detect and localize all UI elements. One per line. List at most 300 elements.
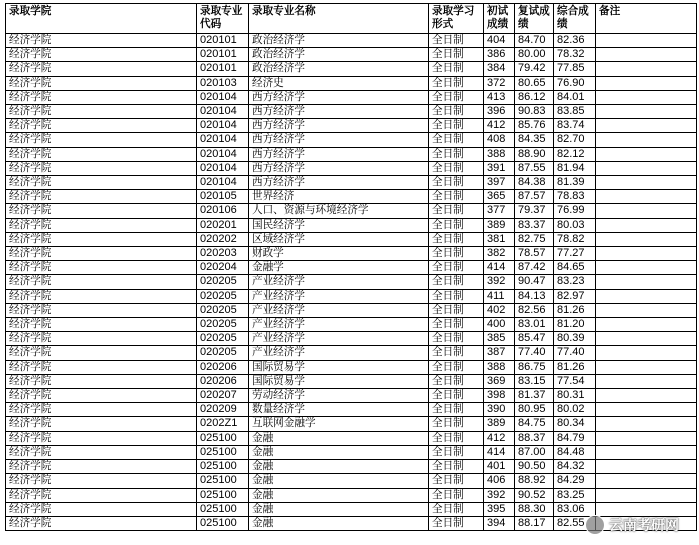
total-score-cell: 78.82 bbox=[554, 232, 596, 246]
retest-score-cell: 88.90 bbox=[515, 147, 554, 161]
major-name-cell: 金融学 bbox=[249, 261, 429, 275]
initial-score-cell: 402 bbox=[484, 303, 515, 317]
remarks-cell bbox=[596, 346, 697, 360]
college-cell: 经济学院 bbox=[6, 360, 197, 374]
retest-score-cell: 84.13 bbox=[515, 289, 554, 303]
table-row bbox=[6, 176, 697, 190]
study-mode-cell: 全日制 bbox=[429, 431, 484, 445]
total-score-cell: 81.94 bbox=[554, 161, 596, 175]
study-mode-cell: 全日制 bbox=[429, 474, 484, 488]
college-cell: 经济学院 bbox=[6, 374, 197, 388]
header-major-name: 录取专业名称 bbox=[249, 4, 429, 34]
table-row bbox=[6, 204, 697, 218]
remarks-cell bbox=[596, 289, 697, 303]
study-mode-cell: 全日制 bbox=[429, 133, 484, 147]
table-row bbox=[6, 275, 697, 289]
remarks-cell bbox=[596, 90, 697, 104]
table-row bbox=[6, 374, 697, 388]
college-cell: 经济学院 bbox=[6, 445, 197, 459]
major-code-cell: 020207 bbox=[197, 389, 249, 403]
remarks-cell bbox=[596, 190, 697, 204]
header-college: 录取学院 bbox=[6, 4, 197, 34]
table-row bbox=[6, 90, 697, 104]
table-header-row bbox=[6, 4, 697, 34]
retest-score-cell: 86.12 bbox=[515, 90, 554, 104]
total-score-cell: 80.31 bbox=[554, 389, 596, 403]
table-row bbox=[6, 247, 697, 261]
initial-score-cell: 408 bbox=[484, 133, 515, 147]
retest-score-cell: 82.75 bbox=[515, 232, 554, 246]
college-cell: 经济学院 bbox=[6, 133, 197, 147]
major-name-cell: 数量经济学 bbox=[249, 403, 429, 417]
major-name-cell: 金融 bbox=[249, 474, 429, 488]
remarks-cell bbox=[596, 417, 697, 431]
study-mode-cell: 全日制 bbox=[429, 275, 484, 289]
initial-score-cell: 377 bbox=[484, 204, 515, 218]
table-row bbox=[6, 161, 697, 175]
major-code-cell: 020103 bbox=[197, 76, 249, 90]
remarks-cell bbox=[596, 403, 697, 417]
college-cell: 经济学院 bbox=[6, 119, 197, 133]
retest-score-cell: 87.57 bbox=[515, 190, 554, 204]
table-row bbox=[6, 460, 697, 474]
study-mode-cell: 全日制 bbox=[429, 190, 484, 204]
major-code-cell: 020104 bbox=[197, 90, 249, 104]
major-name-cell: 财政学 bbox=[249, 247, 429, 261]
retest-score-cell: 88.17 bbox=[515, 516, 554, 530]
major-name-cell: 政治经济学 bbox=[249, 34, 429, 48]
total-score-cell: 78.83 bbox=[554, 190, 596, 204]
initial-score-cell: 391 bbox=[484, 161, 515, 175]
major-code-cell: 025100 bbox=[197, 516, 249, 530]
study-mode-cell: 全日制 bbox=[429, 403, 484, 417]
remarks-cell bbox=[596, 34, 697, 48]
major-code-cell: 020104 bbox=[197, 147, 249, 161]
initial-score-cell: 384 bbox=[484, 62, 515, 76]
remarks-cell bbox=[596, 48, 697, 62]
study-mode-cell: 全日制 bbox=[429, 460, 484, 474]
initial-score-cell: 401 bbox=[484, 460, 515, 474]
table-row bbox=[6, 389, 697, 403]
study-mode-cell: 全日制 bbox=[429, 360, 484, 374]
college-cell: 经济学院 bbox=[6, 204, 197, 218]
header-remarks: 备注 bbox=[596, 4, 697, 34]
remarks-cell bbox=[596, 431, 697, 445]
study-mode-cell: 全日制 bbox=[429, 90, 484, 104]
retest-score-cell: 90.83 bbox=[515, 105, 554, 119]
major-code-cell: 020205 bbox=[197, 332, 249, 346]
study-mode-cell: 全日制 bbox=[429, 516, 484, 530]
total-score-cell: 82.55 bbox=[554, 516, 596, 530]
initial-score-cell: 389 bbox=[484, 417, 515, 431]
total-score-cell: 84.79 bbox=[554, 431, 596, 445]
college-cell: 经济学院 bbox=[6, 417, 197, 431]
retest-score-cell: 83.37 bbox=[515, 218, 554, 232]
major-code-cell: 020209 bbox=[197, 403, 249, 417]
table-row bbox=[6, 417, 697, 431]
total-score-cell: 83.74 bbox=[554, 119, 596, 133]
major-name-cell: 世界经济 bbox=[249, 190, 429, 204]
major-code-cell: 025100 bbox=[197, 460, 249, 474]
college-cell: 经济学院 bbox=[6, 474, 197, 488]
remarks-cell bbox=[596, 445, 697, 459]
remarks-cell bbox=[596, 161, 697, 175]
retest-score-cell: 81.37 bbox=[515, 389, 554, 403]
watermark-text: 云南考研网 bbox=[609, 518, 679, 534]
total-score-cell: 81.26 bbox=[554, 360, 596, 374]
total-score-cell: 83.23 bbox=[554, 275, 596, 289]
major-code-cell: 020205 bbox=[197, 289, 249, 303]
table-row bbox=[6, 445, 697, 459]
initial-score-cell: 392 bbox=[484, 488, 515, 502]
initial-score-cell: 398 bbox=[484, 389, 515, 403]
retest-score-cell: 90.50 bbox=[515, 460, 554, 474]
initial-score-cell: 387 bbox=[484, 346, 515, 360]
total-score-cell: 77.54 bbox=[554, 374, 596, 388]
major-code-cell: 020105 bbox=[197, 190, 249, 204]
retest-score-cell: 87.55 bbox=[515, 161, 554, 175]
remarks-cell bbox=[596, 232, 697, 246]
table-row bbox=[6, 190, 697, 204]
initial-score-cell: 385 bbox=[484, 332, 515, 346]
remarks-cell bbox=[596, 488, 697, 502]
retest-score-cell: 82.56 bbox=[515, 303, 554, 317]
total-score-cell: 84.29 bbox=[554, 474, 596, 488]
major-name-cell: 产业经济学 bbox=[249, 318, 429, 332]
college-cell: 经济学院 bbox=[6, 502, 197, 516]
major-name-cell: 西方经济学 bbox=[249, 147, 429, 161]
total-score-cell: 84.32 bbox=[554, 460, 596, 474]
remarks-cell bbox=[596, 389, 697, 403]
retest-score-cell: 88.92 bbox=[515, 474, 554, 488]
major-code-cell: 0202Z1 bbox=[197, 417, 249, 431]
table-row bbox=[6, 62, 697, 76]
major-name-cell: 互联网金融学 bbox=[249, 417, 429, 431]
total-score-cell: 84.48 bbox=[554, 445, 596, 459]
initial-score-cell: 411 bbox=[484, 289, 515, 303]
retest-score-cell: 80.00 bbox=[515, 48, 554, 62]
retest-score-cell: 83.01 bbox=[515, 318, 554, 332]
major-code-cell: 020206 bbox=[197, 374, 249, 388]
total-score-cell: 82.36 bbox=[554, 34, 596, 48]
total-score-cell: 81.26 bbox=[554, 303, 596, 317]
major-code-cell: 020101 bbox=[197, 62, 249, 76]
initial-score-cell: 414 bbox=[484, 445, 515, 459]
total-score-cell: 83.06 bbox=[554, 502, 596, 516]
initial-score-cell: 414 bbox=[484, 261, 515, 275]
total-score-cell: 77.85 bbox=[554, 62, 596, 76]
study-mode-cell: 全日制 bbox=[429, 502, 484, 516]
table-row bbox=[6, 488, 697, 502]
total-score-cell: 81.20 bbox=[554, 318, 596, 332]
remarks-cell bbox=[596, 474, 697, 488]
major-name-cell: 西方经济学 bbox=[249, 90, 429, 104]
major-code-cell: 020203 bbox=[197, 247, 249, 261]
study-mode-cell: 全日制 bbox=[429, 346, 484, 360]
study-mode-cell: 全日制 bbox=[429, 374, 484, 388]
header-study-mode: 录取学习形式 bbox=[429, 4, 484, 34]
college-cell: 经济学院 bbox=[6, 403, 197, 417]
total-score-cell: 80.02 bbox=[554, 403, 596, 417]
table-row bbox=[6, 218, 697, 232]
major-code-cell: 020101 bbox=[197, 48, 249, 62]
table-row bbox=[6, 34, 697, 48]
major-code-cell: 025100 bbox=[197, 474, 249, 488]
initial-score-cell: 400 bbox=[484, 318, 515, 332]
table-row bbox=[6, 360, 697, 374]
study-mode-cell: 全日制 bbox=[429, 105, 484, 119]
study-mode-cell: 全日制 bbox=[429, 318, 484, 332]
major-name-cell: 金融 bbox=[249, 460, 429, 474]
table-row bbox=[6, 261, 697, 275]
initial-score-cell: 372 bbox=[484, 76, 515, 90]
major-code-cell: 020104 bbox=[197, 176, 249, 190]
table-body bbox=[6, 34, 697, 531]
college-cell: 经济学院 bbox=[6, 275, 197, 289]
watermark bbox=[585, 515, 679, 535]
total-score-cell: 78.32 bbox=[554, 48, 596, 62]
major-code-cell: 020101 bbox=[197, 34, 249, 48]
total-score-cell: 82.12 bbox=[554, 147, 596, 161]
retest-score-cell: 88.30 bbox=[515, 502, 554, 516]
initial-score-cell: 397 bbox=[484, 176, 515, 190]
major-code-cell: 025100 bbox=[197, 488, 249, 502]
table-row bbox=[6, 403, 697, 417]
total-score-cell: 80.34 bbox=[554, 417, 596, 431]
college-cell: 经济学院 bbox=[6, 261, 197, 275]
header-total-score: 综合成绩 bbox=[554, 4, 596, 34]
college-cell: 经济学院 bbox=[6, 176, 197, 190]
remarks-cell bbox=[596, 119, 697, 133]
college-cell: 经济学院 bbox=[6, 34, 197, 48]
major-name-cell: 产业经济学 bbox=[249, 346, 429, 360]
initial-score-cell: 390 bbox=[484, 403, 515, 417]
total-score-cell: 82.70 bbox=[554, 133, 596, 147]
table-row bbox=[6, 346, 697, 360]
initial-score-cell: 394 bbox=[484, 516, 515, 530]
college-cell: 经济学院 bbox=[6, 460, 197, 474]
major-code-cell: 020205 bbox=[197, 303, 249, 317]
study-mode-cell: 全日制 bbox=[429, 76, 484, 90]
college-cell: 经济学院 bbox=[6, 488, 197, 502]
study-mode-cell: 全日制 bbox=[429, 445, 484, 459]
initial-score-cell: 395 bbox=[484, 502, 515, 516]
remarks-cell bbox=[596, 261, 697, 275]
college-cell: 经济学院 bbox=[6, 161, 197, 175]
table-row bbox=[6, 431, 697, 445]
remarks-cell bbox=[596, 176, 697, 190]
college-cell: 经济学院 bbox=[6, 62, 197, 76]
remarks-cell bbox=[596, 247, 697, 261]
study-mode-cell: 全日制 bbox=[429, 488, 484, 502]
remarks-cell bbox=[596, 133, 697, 147]
study-mode-cell: 全日制 bbox=[429, 48, 484, 62]
college-cell: 经济学院 bbox=[6, 318, 197, 332]
study-mode-cell: 全日制 bbox=[429, 176, 484, 190]
major-name-cell: 产业经济学 bbox=[249, 289, 429, 303]
college-cell: 经济学院 bbox=[6, 218, 197, 232]
total-score-cell: 81.39 bbox=[554, 176, 596, 190]
total-score-cell: 76.90 bbox=[554, 76, 596, 90]
major-code-cell: 020206 bbox=[197, 360, 249, 374]
study-mode-cell: 全日制 bbox=[429, 62, 484, 76]
table-row bbox=[6, 119, 697, 133]
remarks-cell bbox=[596, 360, 697, 374]
initial-score-cell: 412 bbox=[484, 119, 515, 133]
college-cell: 经济学院 bbox=[6, 303, 197, 317]
major-code-cell: 020205 bbox=[197, 318, 249, 332]
remarks-cell bbox=[596, 147, 697, 161]
initial-score-cell: 365 bbox=[484, 190, 515, 204]
remarks-cell bbox=[596, 460, 697, 474]
total-score-cell: 77.27 bbox=[554, 247, 596, 261]
initial-score-cell: 382 bbox=[484, 247, 515, 261]
major-name-cell: 区域经济学 bbox=[249, 232, 429, 246]
retest-score-cell: 78.57 bbox=[515, 247, 554, 261]
study-mode-cell: 全日制 bbox=[429, 34, 484, 48]
initial-score-cell: 389 bbox=[484, 218, 515, 232]
table-row bbox=[6, 105, 697, 119]
major-code-cell: 020202 bbox=[197, 232, 249, 246]
college-cell: 经济学院 bbox=[6, 389, 197, 403]
college-cell: 经济学院 bbox=[6, 232, 197, 246]
admission-table bbox=[5, 3, 697, 531]
major-code-cell: 025100 bbox=[197, 431, 249, 445]
major-name-cell: 劳动经济学 bbox=[249, 389, 429, 403]
study-mode-cell: 全日制 bbox=[429, 389, 484, 403]
college-cell: 经济学院 bbox=[6, 105, 197, 119]
initial-score-cell: 412 bbox=[484, 431, 515, 445]
major-name-cell: 政治经济学 bbox=[249, 48, 429, 62]
remarks-cell bbox=[596, 62, 697, 76]
total-score-cell: 82.97 bbox=[554, 289, 596, 303]
initial-score-cell: 413 bbox=[484, 90, 515, 104]
header-major-code: 录取专业代码 bbox=[197, 4, 249, 34]
total-score-cell: 77.40 bbox=[554, 346, 596, 360]
initial-score-cell: 369 bbox=[484, 374, 515, 388]
header-initial-score: 初试成绩 bbox=[484, 4, 515, 34]
table-row bbox=[6, 474, 697, 488]
major-code-cell: 025100 bbox=[197, 445, 249, 459]
retest-score-cell: 84.38 bbox=[515, 176, 554, 190]
retest-score-cell: 87.42 bbox=[515, 261, 554, 275]
remarks-cell bbox=[596, 76, 697, 90]
study-mode-cell: 全日制 bbox=[429, 204, 484, 218]
retest-score-cell: 84.35 bbox=[515, 133, 554, 147]
total-score-cell: 83.85 bbox=[554, 105, 596, 119]
major-name-cell: 西方经济学 bbox=[249, 161, 429, 175]
remarks-cell bbox=[596, 332, 697, 346]
college-cell: 经济学院 bbox=[6, 431, 197, 445]
total-score-cell: 84.65 bbox=[554, 261, 596, 275]
major-code-cell: 025100 bbox=[197, 502, 249, 516]
remarks-cell bbox=[596, 303, 697, 317]
major-name-cell: 金融 bbox=[249, 431, 429, 445]
college-cell: 经济学院 bbox=[6, 147, 197, 161]
study-mode-cell: 全日制 bbox=[429, 417, 484, 431]
college-cell: 经济学院 bbox=[6, 332, 197, 346]
retest-score-cell: 87.00 bbox=[515, 445, 554, 459]
retest-score-cell: 90.47 bbox=[515, 275, 554, 289]
table-row bbox=[6, 232, 697, 246]
major-code-cell: 020205 bbox=[197, 275, 249, 289]
college-cell: 经济学院 bbox=[6, 190, 197, 204]
total-score-cell: 76.99 bbox=[554, 204, 596, 218]
major-name-cell: 产业经济学 bbox=[249, 275, 429, 289]
total-score-cell: 83.25 bbox=[554, 488, 596, 502]
initial-score-cell: 388 bbox=[484, 147, 515, 161]
retest-score-cell: 79.37 bbox=[515, 204, 554, 218]
major-name-cell: 国民经济学 bbox=[249, 218, 429, 232]
college-cell: 经济学院 bbox=[6, 48, 197, 62]
college-cell: 经济学院 bbox=[6, 346, 197, 360]
table-row bbox=[6, 147, 697, 161]
major-code-cell: 020104 bbox=[197, 161, 249, 175]
total-score-cell: 84.01 bbox=[554, 90, 596, 104]
remarks-cell bbox=[596, 275, 697, 289]
study-mode-cell: 全日制 bbox=[429, 332, 484, 346]
table-row bbox=[6, 133, 697, 147]
retest-score-cell: 79.42 bbox=[515, 62, 554, 76]
study-mode-cell: 全日制 bbox=[429, 119, 484, 133]
table-row bbox=[6, 303, 697, 317]
total-score-cell: 80.39 bbox=[554, 332, 596, 346]
study-mode-cell: 全日制 bbox=[429, 303, 484, 317]
table-row bbox=[6, 318, 697, 332]
initial-score-cell: 388 bbox=[484, 360, 515, 374]
header-retest-score: 复试成绩 bbox=[515, 4, 554, 34]
study-mode-cell: 全日制 bbox=[429, 147, 484, 161]
study-mode-cell: 全日制 bbox=[429, 247, 484, 261]
retest-score-cell: 84.75 bbox=[515, 417, 554, 431]
college-cell: 经济学院 bbox=[6, 76, 197, 90]
major-name-cell: 金融 bbox=[249, 488, 429, 502]
remarks-cell bbox=[596, 318, 697, 332]
study-mode-cell: 全日制 bbox=[429, 218, 484, 232]
table-row bbox=[6, 76, 697, 90]
major-name-cell: 产业经济学 bbox=[249, 332, 429, 346]
retest-score-cell: 83.15 bbox=[515, 374, 554, 388]
initial-score-cell: 406 bbox=[484, 474, 515, 488]
major-code-cell: 020205 bbox=[197, 346, 249, 360]
major-code-cell: 020104 bbox=[197, 133, 249, 147]
college-cell: 经济学院 bbox=[6, 247, 197, 261]
major-code-cell: 020104 bbox=[197, 105, 249, 119]
retest-score-cell: 80.95 bbox=[515, 403, 554, 417]
study-mode-cell: 全日制 bbox=[429, 161, 484, 175]
major-name-cell: 人口、资源与环境经济学 bbox=[249, 204, 429, 218]
retest-score-cell: 85.76 bbox=[515, 119, 554, 133]
major-name-cell: 西方经济学 bbox=[249, 133, 429, 147]
major-name-cell: 金融 bbox=[249, 516, 429, 530]
retest-score-cell: 86.75 bbox=[515, 360, 554, 374]
initial-score-cell: 396 bbox=[484, 105, 515, 119]
college-cell: 经济学院 bbox=[6, 289, 197, 303]
retest-score-cell: 88.37 bbox=[515, 431, 554, 445]
remarks-cell bbox=[596, 204, 697, 218]
initial-score-cell: 404 bbox=[484, 34, 515, 48]
table-row bbox=[6, 332, 697, 346]
retest-score-cell: 90.52 bbox=[515, 488, 554, 502]
total-score-cell: 80.03 bbox=[554, 218, 596, 232]
retest-score-cell: 85.47 bbox=[515, 332, 554, 346]
major-name-cell: 西方经济学 bbox=[249, 105, 429, 119]
retest-score-cell: 84.70 bbox=[515, 34, 554, 48]
retest-score-cell: 80.65 bbox=[515, 76, 554, 90]
wechat-logo-icon bbox=[585, 515, 605, 535]
major-name-cell: 经济史 bbox=[249, 76, 429, 90]
major-code-cell: 020104 bbox=[197, 119, 249, 133]
